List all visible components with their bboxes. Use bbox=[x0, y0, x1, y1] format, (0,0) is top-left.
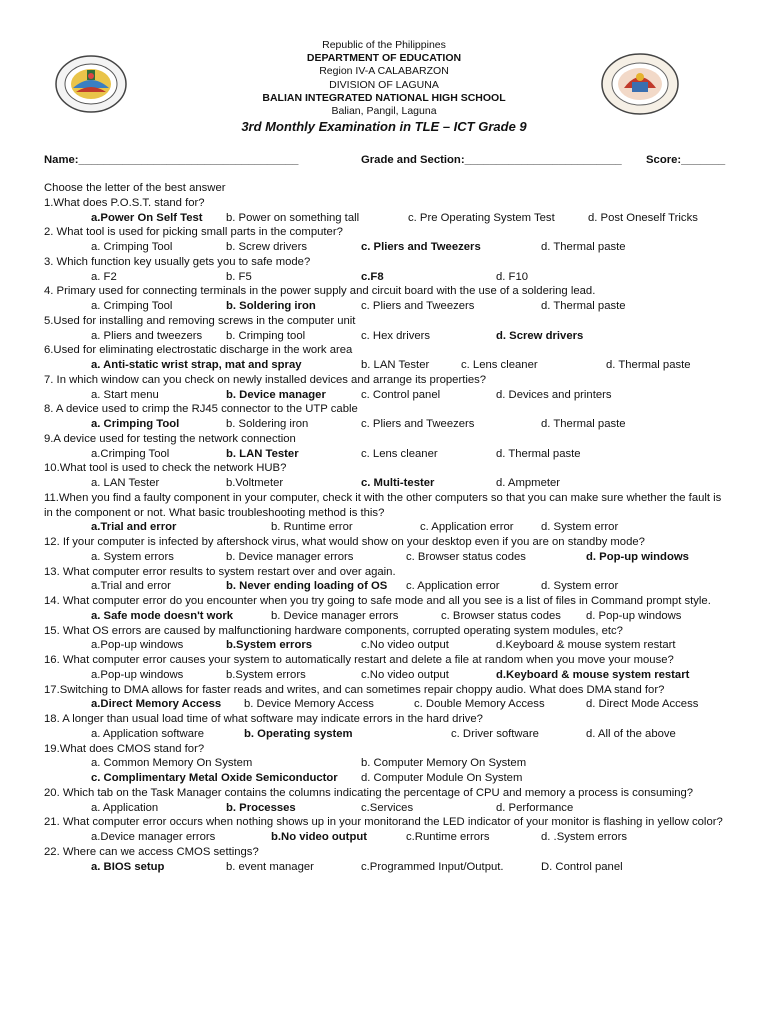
answer-option[interactable]: b. Device Memory Access bbox=[244, 698, 374, 711]
answer-option[interactable]: b. Screw drivers bbox=[226, 241, 307, 253]
answer-option[interactable]: c. Complimentary Metal Oxide Semiconductor bbox=[91, 772, 338, 784]
answer-option[interactable]: a. Start menu bbox=[91, 388, 159, 401]
answer-option[interactable]: d. Thermal paste bbox=[606, 359, 691, 371]
answer-option[interactable]: d.Keyboard & mouse system restart bbox=[496, 639, 676, 652]
exam-title: 3rd Monthly Examination in TLE – ICT Grade 9 bbox=[241, 119, 527, 135]
question-text: 2. What tool is used for picking small parts in the computer? bbox=[44, 226, 343, 239]
answer-option[interactable]: d. Performance bbox=[496, 801, 574, 814]
answer-option[interactable]: c. Driver software bbox=[451, 727, 539, 740]
options-row bbox=[44, 358, 724, 373]
questions-list bbox=[44, 181, 724, 874]
answer-option[interactable]: b.System errors bbox=[226, 668, 306, 681]
answer-option[interactable]: d. Thermal paste bbox=[541, 418, 626, 430]
answer-option[interactable]: d. Thermal paste bbox=[541, 241, 626, 253]
answer-option[interactable]: c. Browser status codes bbox=[406, 550, 526, 563]
region-line: Region IV-A CALABARZON bbox=[319, 65, 449, 78]
answer-option[interactable]: b. Crimping tool bbox=[226, 329, 306, 342]
answer-option[interactable]: b. Runtime error bbox=[271, 521, 353, 534]
answer-option[interactable]: b. Never ending loading of OS bbox=[226, 580, 388, 593]
question-text: 15. What OS errors are caused by malfunctioning hardware components, corrupted operating system modules, etc? bbox=[44, 624, 623, 637]
answer-option[interactable]: b. Soldering iron bbox=[226, 300, 316, 312]
answer-option[interactable]: c. Multi-tester bbox=[361, 477, 435, 489]
answer-option[interactable]: b. Computer Memory On System bbox=[361, 757, 527, 770]
answer-option[interactable]: b.System errors bbox=[226, 639, 313, 652]
options-row bbox=[44, 329, 724, 344]
answer-option[interactable]: a. F2 bbox=[91, 270, 117, 283]
answer-option[interactable]: d. Thermal paste bbox=[541, 300, 626, 312]
question-text: 5.Used for installing and removing screws in the computer unit bbox=[44, 314, 356, 327]
answer-option[interactable]: d. Devices and printers bbox=[496, 388, 612, 401]
question-text: 18. A longer than usual load time of what software may indicate errors in the hard drive? bbox=[44, 713, 483, 725]
options-row bbox=[44, 638, 724, 653]
answer-option[interactable]: c. Lens cleaner bbox=[361, 447, 438, 460]
options-row bbox=[44, 270, 724, 285]
answer-option[interactable]: b. Power on something tall bbox=[226, 211, 360, 224]
answer-option[interactable]: b.No video output bbox=[271, 831, 368, 843]
answer-option[interactable]: d. Thermal paste bbox=[496, 447, 581, 460]
answer-option[interactable]: d. Ampmeter bbox=[496, 477, 561, 489]
question-text: 6.Used for eliminating electrostatic discharge in the work area bbox=[44, 344, 353, 357]
answer-option[interactable]: d. All of the above bbox=[586, 727, 676, 740]
grade-section-field[interactable]: Grade and Section:_________________________ bbox=[361, 154, 622, 166]
school-address: Balian, Pangil, Laguna bbox=[331, 105, 437, 118]
question-text: 3. Which function key usually gets you to safe mode? bbox=[44, 255, 311, 268]
options-row bbox=[44, 388, 724, 403]
options-row bbox=[44, 756, 724, 771]
answer-option[interactable]: d.Keyboard & mouse system restart bbox=[496, 668, 690, 681]
options-row bbox=[44, 801, 724, 816]
department-line: DEPARTMENT OF EDUCATION bbox=[306, 52, 462, 65]
answer-option[interactable]: c. Pliers and Tweezers bbox=[361, 300, 475, 312]
republic-line: Republic of the Philippines bbox=[322, 39, 446, 51]
answer-option[interactable]: c. Application error bbox=[406, 580, 500, 593]
answer-option[interactable]: b. LAN Tester bbox=[361, 359, 430, 371]
question-text: 17.Switching to DMA allows for faster reads and writes, and can sometimes repair choppy audio. What does DMA stand for? bbox=[44, 683, 665, 696]
answer-option[interactable]: a. BIOS setup bbox=[91, 860, 165, 873]
answer-option[interactable]: a. Crimping Tool bbox=[91, 418, 180, 430]
answer-option[interactable]: b.Voltmeter bbox=[226, 477, 284, 489]
answer-option[interactable]: a.Trial and error bbox=[91, 580, 171, 593]
question-text: 8. A device used to crimp the RJ45 connector to the UTP cable bbox=[44, 403, 358, 416]
answer-option[interactable]: d. F10 bbox=[496, 270, 529, 283]
options-row bbox=[44, 520, 724, 535]
answer-option[interactable]: d. System error bbox=[541, 521, 619, 534]
answer-option[interactable]: b. Soldering iron bbox=[226, 418, 309, 430]
instruction: Choose the letter of the best answer bbox=[44, 182, 226, 194]
answer-option[interactable]: d. Pop-up windows bbox=[586, 609, 682, 622]
answer-option[interactable]: c. Pliers and Tweezers bbox=[361, 418, 475, 430]
answer-option[interactable]: a.Power On Self Test bbox=[91, 211, 203, 224]
answer-option[interactable]: a. Anti-static wrist strap, mat and spray bbox=[91, 359, 302, 371]
answer-option[interactable]: b. Operating system bbox=[244, 727, 353, 740]
options-row bbox=[44, 771, 724, 786]
question-text: 22. Where can we access CMOS settings? bbox=[44, 845, 259, 858]
answer-option[interactable]: a.Pop-up windows bbox=[91, 668, 184, 681]
answer-option[interactable]: c. Browser status codes bbox=[441, 609, 561, 622]
answer-option[interactable]: c. Pliers and Tweezers bbox=[361, 241, 481, 253]
answer-option[interactable]: a. LAN Tester bbox=[91, 477, 160, 489]
options-row bbox=[44, 211, 724, 226]
options-row bbox=[44, 417, 724, 432]
answer-option[interactable]: b. Device manager errors bbox=[226, 550, 354, 563]
answer-option[interactable]: a. Pliers and tweezers bbox=[91, 329, 203, 342]
answer-option[interactable]: b. Device manager bbox=[226, 388, 326, 401]
answer-option[interactable]: b. Device manager errors bbox=[271, 609, 399, 622]
question-text: 14. What computer error do you encounter when you try going to safe mode and all you see is a list of files in Command prompt style. bbox=[44, 595, 711, 607]
answer-option[interactable]: a. Safe mode doesn't work bbox=[91, 609, 234, 622]
answer-option[interactable]: c. Pre Operating System Test bbox=[408, 211, 555, 224]
answer-option[interactable]: d. Direct Mode Access bbox=[586, 698, 699, 711]
options-row bbox=[44, 830, 724, 845]
options-row bbox=[44, 476, 724, 491]
answer-option[interactable]: a. Common Memory On System bbox=[91, 757, 253, 770]
options-row bbox=[44, 860, 724, 875]
document-header bbox=[0, 39, 768, 135]
answer-option[interactable]: d. Pop-up windows bbox=[586, 550, 689, 563]
options-row bbox=[44, 240, 724, 255]
question-text: 11.When you find a faulty component in your computer, check it with the other computers so that you can make sure whether the fault is in the component or not. What basic troubleshooting method is this? bbox=[44, 491, 722, 519]
answer-option[interactable]: b. Processes bbox=[226, 801, 296, 814]
answer-option[interactable]: a. Crimping Tool bbox=[91, 241, 173, 253]
name-field[interactable]: Name:___________________________________ bbox=[44, 154, 299, 166]
question-text: 13. What computer error results to system restart over and over again. bbox=[44, 565, 396, 578]
answer-option[interactable]: a. System errors bbox=[91, 550, 174, 563]
options-row bbox=[44, 727, 724, 742]
options-row bbox=[44, 609, 724, 624]
options-row bbox=[44, 668, 724, 683]
answer-option[interactable]: d. Computer Module On System bbox=[361, 772, 523, 784]
question-text: 9.A device used for testing the network connection bbox=[44, 432, 296, 445]
options-row bbox=[44, 697, 724, 712]
answer-option[interactable]: a.Trial and error bbox=[91, 521, 177, 534]
answer-option[interactable]: c.No video output bbox=[361, 639, 449, 652]
answer-option[interactable]: c. Application error bbox=[420, 521, 514, 534]
answer-option[interactable]: d. .System errors bbox=[541, 831, 628, 843]
question-text: 20. Which tab on the Task Manager contains the columns indicating the percentage of CPU and memory a process is consuming? bbox=[44, 786, 694, 799]
options-row bbox=[44, 447, 724, 462]
options-row bbox=[44, 579, 724, 594]
question-text: 1.What does P.O.S.T. stand for? bbox=[44, 196, 205, 209]
options-row bbox=[44, 550, 724, 565]
division-line: DIVISION OF LAGUNA bbox=[329, 78, 439, 91]
answer-option[interactable]: c.No video output bbox=[361, 668, 449, 681]
question-text: 4. Primary used for connecting terminals in the power supply and circuit board with the use of a soldering lead. bbox=[44, 285, 596, 298]
answer-option[interactable]: d. Screw drivers bbox=[496, 329, 584, 342]
question-text: 10.What tool is used to check the network HUB? bbox=[44, 462, 287, 475]
answer-option[interactable]: a. Crimping Tool bbox=[91, 300, 173, 312]
answer-option[interactable]: b. F5 bbox=[226, 270, 252, 283]
answer-option[interactable]: c.F8 bbox=[361, 270, 384, 283]
answer-option[interactable]: a.Direct Memory Access bbox=[91, 698, 222, 711]
school-name: BALIAN INTEGRATED NATIONAL HIGH SCHOOL bbox=[262, 91, 506, 104]
question-text: 16. What computer error causes your system to automatically restart and delete a file at random when you move your mouse? bbox=[44, 654, 674, 666]
question-text: 12. If your computer is infected by aftershock virus, what would show on your desktop even if you are on standby mode? bbox=[44, 536, 645, 548]
answer-option[interactable]: a. Application bbox=[91, 801, 159, 814]
answer-option[interactable]: b. event manager bbox=[226, 860, 314, 873]
question-text: 21. What computer error occurs when nothing shows up in your monitorand the LED indicator of your monitor is flashing in yellow color? bbox=[44, 816, 723, 829]
question-text: 7. In which window can you check on newly installed devices and arrange its properties? bbox=[44, 373, 487, 386]
answer-option[interactable]: c.Runtime errors bbox=[406, 831, 490, 843]
answer-option[interactable]: a.Pop-up windows bbox=[91, 639, 184, 652]
answer-option[interactable]: D. Control panel bbox=[541, 860, 623, 873]
answer-option[interactable]: c.Services bbox=[361, 801, 414, 814]
options-row bbox=[44, 299, 724, 314]
question-text: 19.What does CMOS stand for? bbox=[44, 742, 205, 755]
answer-option[interactable]: a.Crimping Tool bbox=[91, 447, 170, 460]
answer-option[interactable]: c. Lens cleaner bbox=[461, 359, 538, 371]
answer-option[interactable]: c.Programmed Input/Output. bbox=[361, 860, 504, 873]
answer-option[interactable]: c. Hex drivers bbox=[361, 329, 431, 342]
answer-option[interactable]: c. Control panel bbox=[361, 388, 441, 401]
answer-option[interactable]: a.Device manager errors bbox=[91, 831, 216, 843]
score-field[interactable]: Score:_______ bbox=[646, 154, 726, 166]
answer-option[interactable]: a. Application software bbox=[91, 727, 205, 740]
answer-option[interactable]: c. Double Memory Access bbox=[414, 698, 545, 711]
answer-option[interactable]: d. System error bbox=[541, 580, 619, 593]
answer-option[interactable]: d. Post Oneself Tricks bbox=[588, 211, 698, 224]
answer-option[interactable]: b. LAN Tester bbox=[226, 447, 299, 460]
